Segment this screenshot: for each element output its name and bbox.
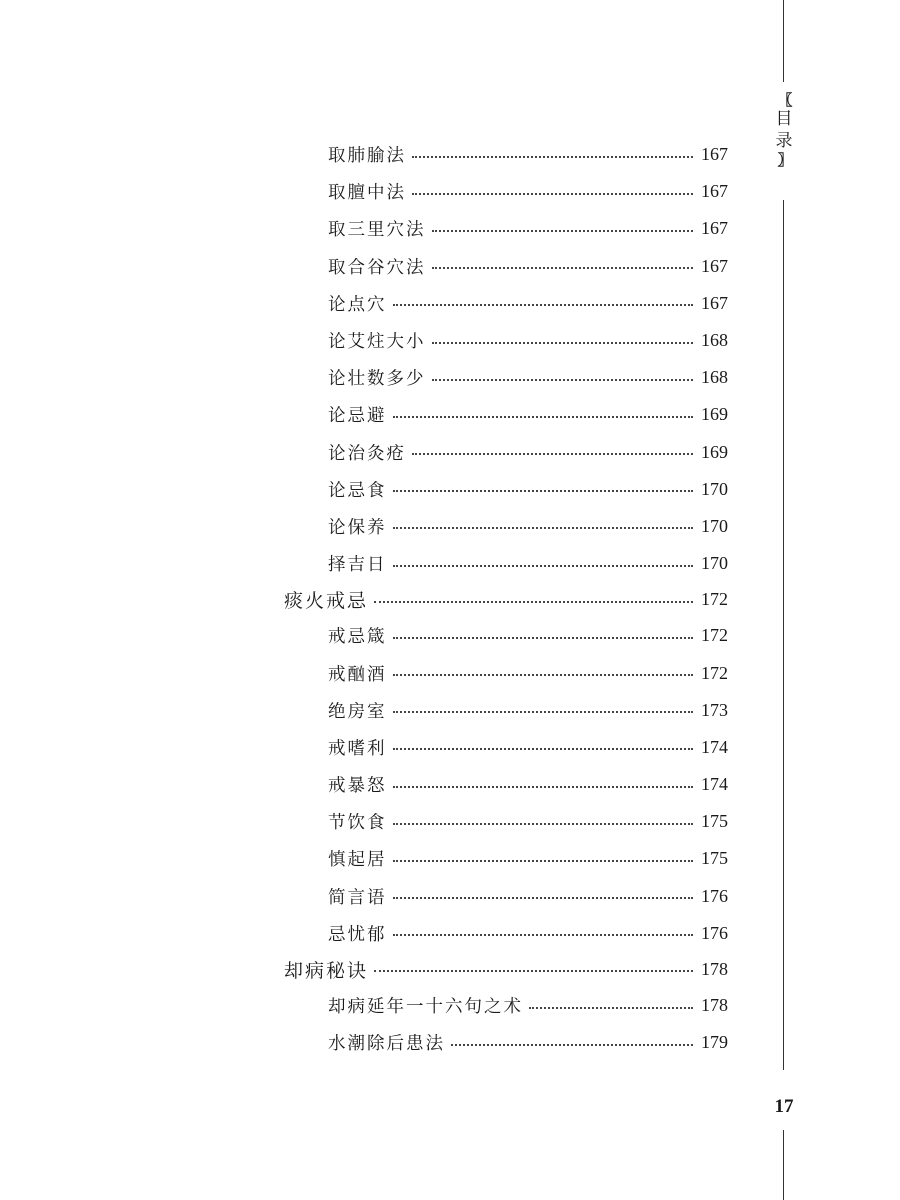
toc-entry-title: 论忌食 [328, 480, 387, 501]
toc-entry-page: 167 [701, 292, 728, 313]
dot-leader [412, 193, 693, 195]
toc-entry[interactable] [0, 210, 735, 247]
toc-entry-title: 水潮除后患法 [328, 1034, 445, 1055]
toc-entry[interactable] [0, 396, 735, 433]
toc-entry[interactable] [0, 434, 735, 471]
toc-entry-title: 论艾炷大小 [328, 332, 426, 353]
dot-leader [393, 416, 694, 418]
toc-entry-page: 170 [701, 478, 728, 499]
toc-entry-page: 170 [701, 553, 728, 574]
toc-entry-page: 175 [701, 811, 728, 832]
toc-entry[interactable] [0, 987, 735, 1024]
toc-entry-page: 169 [701, 404, 728, 425]
toc-entry[interactable] [0, 136, 735, 173]
toc-section-entry[interactable] [0, 952, 735, 987]
toc-entry-page: 172 [701, 625, 728, 646]
toc-entry-title: 慎起居 [328, 850, 387, 871]
toc-entry[interactable] [0, 545, 735, 582]
dot-leader [393, 860, 694, 862]
section-bracket-close: 〗 [777, 151, 791, 169]
toc-entry[interactable] [0, 840, 735, 877]
dot-leader [393, 897, 694, 899]
dot-leader [432, 342, 694, 344]
toc-entry-title: 取合谷穴法 [328, 257, 426, 278]
dot-leader [393, 674, 694, 676]
dot-leader [451, 1044, 693, 1046]
page-number: 17 [774, 1096, 794, 1117]
toc-entry[interactable] [0, 803, 735, 840]
toc-entry[interactable] [0, 322, 735, 359]
dot-leader [393, 527, 694, 529]
toc-entry[interactable] [0, 692, 735, 729]
margin-rule-top [783, 0, 784, 82]
toc-entry-page: 167 [701, 181, 728, 202]
toc-entry-title: 节饮食 [328, 813, 387, 834]
toc-entry-title: 论忌避 [328, 406, 387, 427]
table-of-contents [0, 136, 900, 1061]
section-char-1: 目 [775, 109, 793, 129]
dot-leader [412, 156, 693, 158]
toc-entry-page: 169 [701, 441, 728, 462]
toc-entry[interactable] [0, 173, 735, 210]
toc-entry-title: 取肺腧法 [328, 146, 406, 167]
margin-rule-bottom [783, 1130, 784, 1200]
dot-leader [432, 267, 694, 269]
toc-entry[interactable] [0, 878, 735, 915]
toc-entry-page: 175 [701, 848, 728, 869]
toc-entry[interactable] [0, 1024, 735, 1061]
toc-entry-title: 简言语 [328, 887, 387, 908]
toc-entry[interactable] [0, 359, 735, 396]
toc-entry-page: 178 [701, 958, 728, 979]
toc-section-entry[interactable] [0, 582, 735, 617]
dot-leader [374, 970, 693, 972]
dot-leader [529, 1007, 693, 1009]
toc-entry-title: 绝房室 [328, 701, 387, 722]
dot-leader [432, 230, 694, 232]
toc-entry-title: 痰火戒忌 [284, 590, 369, 613]
toc-entry-page: 173 [701, 699, 728, 720]
toc-entry-title: 戒嗜利 [328, 738, 387, 759]
toc-entry-page: 174 [701, 736, 728, 757]
toc-entry-page: 179 [701, 1032, 728, 1053]
toc-entry-title: 论治灸疮 [328, 443, 406, 464]
toc-entry-page: 168 [701, 367, 728, 388]
toc-entry[interactable] [0, 617, 735, 654]
toc-entry-title: 戒忌箴 [328, 627, 387, 648]
dot-leader [412, 453, 693, 455]
toc-entry-title: 戒酗酒 [328, 664, 387, 685]
toc-entry-title: 忌忧郁 [328, 924, 387, 945]
toc-entry-title: 取三里穴法 [328, 220, 426, 241]
toc-entry-page: 174 [701, 774, 728, 795]
toc-entry[interactable] [0, 285, 735, 322]
dot-leader [393, 934, 694, 936]
toc-entry[interactable] [0, 766, 735, 803]
toc-entry-page: 178 [701, 995, 728, 1016]
toc-entry-title: 论保养 [328, 517, 387, 538]
dot-leader [393, 637, 694, 639]
toc-entry-title: 择吉日 [328, 555, 387, 576]
toc-entry-page: 167 [701, 144, 728, 165]
toc-entry-page: 172 [701, 662, 728, 683]
toc-entry-page: 176 [701, 885, 728, 906]
toc-entry[interactable] [0, 654, 735, 691]
toc-entry-page: 167 [701, 218, 728, 239]
dot-leader [393, 490, 694, 492]
dot-leader [393, 565, 694, 567]
toc-entry-page: 172 [701, 589, 728, 610]
toc-entry-page: 167 [701, 255, 728, 276]
section-char-2: 录 [775, 131, 793, 151]
dot-leader [393, 786, 694, 788]
toc-entry-page: 168 [701, 330, 728, 351]
toc-entry-page: 170 [701, 515, 728, 536]
section-bracket-open: 〖 [777, 91, 791, 109]
toc-entry-title: 论点穴 [328, 294, 387, 315]
toc-entry[interactable] [0, 471, 735, 508]
toc-entry-title: 却病秘诀 [284, 959, 369, 982]
toc-entry[interactable] [0, 248, 735, 285]
toc-entry-page: 176 [701, 922, 728, 943]
toc-entry-title: 论壮数多少 [328, 369, 426, 390]
dot-leader [393, 304, 694, 306]
dot-leader [393, 823, 694, 825]
toc-entry-title: 戒暴怒 [328, 776, 387, 797]
toc-entry[interactable] [0, 508, 735, 545]
toc-entry[interactable] [0, 729, 735, 766]
toc-entry-title: 却病延年一十六句之术 [328, 997, 523, 1018]
toc-entry[interactable] [0, 915, 735, 952]
dot-leader [432, 379, 694, 381]
dot-leader [393, 748, 694, 750]
toc-entry-title: 取膻中法 [328, 183, 406, 204]
dot-leader [374, 601, 693, 603]
dot-leader [393, 711, 694, 713]
